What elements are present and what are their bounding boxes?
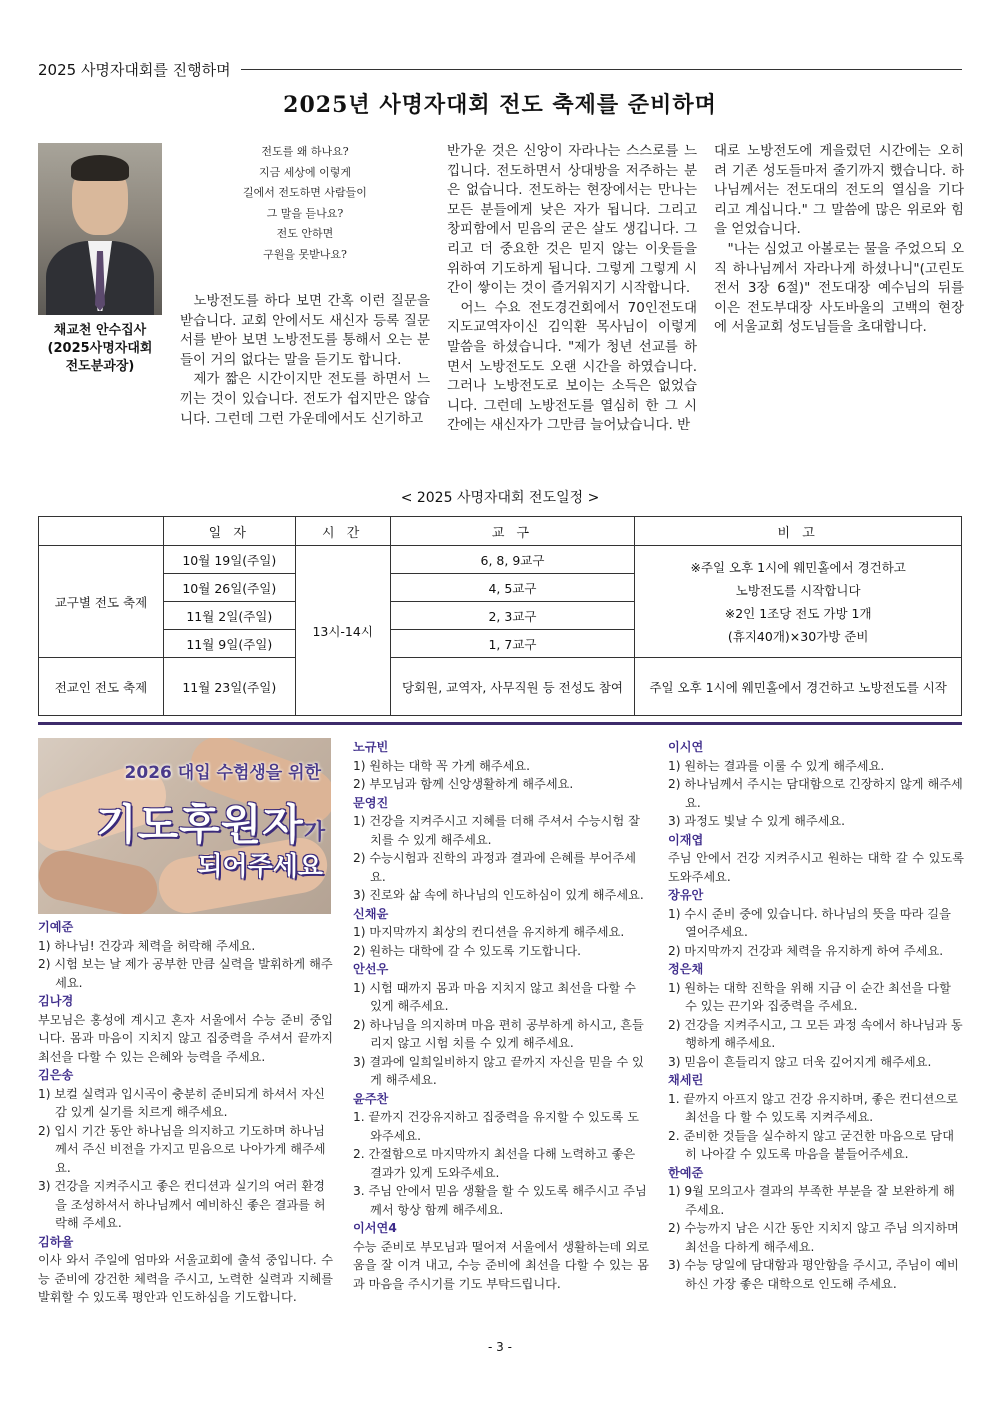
row-date: 11월 23일(주일) [163,658,295,716]
prayer-item: 1) 시험 때까지 몸과 마음 지치지 않고 최선을 다할 수 있게 해주세요. [353,980,636,1013]
prayer-item: 3) 과정도 빛날 수 있게 해주세요. [668,814,846,828]
header-district: 교 구 [390,517,635,546]
student-name: 안선우 [353,962,389,976]
row-date: 11월 2일(주일) [163,602,295,630]
row-date: 10월 26일(주일) [163,574,295,602]
prayer-item: 2) 입시 기간 동안 하나님을 의지하고 기도하며 하나님께서 주신 비전을 가지고 믿음으로 나아가게 해주세요. [38,1123,326,1175]
poem-line: 전도를 왜 하나요? [261,145,349,158]
prayer-text: 이사 와서 주일에 엄마와 서울교회에 출석 중입니다. 수능 준비에 강건한 체력을 주시고, 노력한 실력과 지혜를 발휘할 수 있도록 평안과 인도하심을 기도합니다. [38,1253,333,1304]
author-photo [38,143,162,315]
prayer-item: 3) 수능 당일에 담대함과 평안함을 주시고, 주님이 예비하신 가장 좋은 대학으로 인도해 주세요. [668,1258,959,1291]
student-name: 정은채 [668,962,704,976]
prayer-column-2 [353,738,649,1293]
prayer-item: 1) 원하는 대학 진학을 위해 지금 이 순간 최선을 다할 수 있는 끈기와 집중력을 주세요. [668,980,951,1013]
page-number: - 3 - [488,1340,512,1354]
table-row [39,546,962,574]
article-column-2 [447,142,697,436]
prayer-item: 1. 끝까지 건강유지하고 집중력을 유지할 수 있도록 도와주세요. [353,1110,639,1143]
author-name: 채교천 안수집사 [53,323,147,338]
banner-subtitle: 2026 대입 수험생을 위한 [124,763,321,783]
article-paragraph: 어느 수요 전도경건회에서 70인전도대 지도교역자이신 김익환 목사님이 이렇게 말씀을 하셨습니다. "제가 청년 선교를 하면서 노방전도도 오랜 시간을 하였습니다. 그러나 노방전도로 보이는 소득은 없었습니다. 그런데 노방전도를 열심히 한 그 시간에는 새신자가 그만큼 늘어났습니다. 반 [447,299,697,434]
student-name: 김나경 [38,994,74,1008]
group-district-festival: 교구별 전도 축제 [39,546,164,658]
page-title: 2025년 사명자대회 전도 축제를 준비하며 [283,92,717,118]
prayer-text: 부모님은 홍성에 계시고 혼자 서울에서 수능 준비 중입니다. 몸과 마음이 지치지 않고 집중력을 주셔서 끝까지 최선을 다할 수 있는 은혜와 능력을 주세요. [38,1012,333,1064]
row-district: 1, 7교구 [390,630,635,658]
banner-title: 기도후원자가 [96,800,327,849]
prayer-banner [38,738,331,914]
row-date: 10월 19일(주일) [163,546,295,574]
student-name: 한예준 [668,1165,704,1180]
schedule-table [38,516,962,716]
row-note: 주일 오후 1시에 웨민홀에서 경건하고 노방전도를 시작 [635,658,962,716]
section-header [38,58,962,80]
prayer-item: 3) 건강을 지켜주시고 좋은 컨디션과 실기의 여러 환경을 조성하셔서 하나님께서 예비하신 좋은 결과를 허락해 주세요. [38,1179,326,1230]
student-name: 신채윤 [353,906,389,921]
article-paragraph: "나는 심었고 아볼로는 물을 주었으되 오직 하나님께서 자라나게 하셨나니"(고린도전서 3장 6절)" 전도대장 예수님의 뒤를 이은 전도부대장 사도바울의 고백의 현장에 서울교회 성도님들을 초대합니다. [714,240,964,336]
student-name: 이서연4 [353,1221,397,1235]
row-district: 4, 5교구 [390,574,635,602]
prayer-item: 1) 하나님! 건강과 체력을 허락해 주세요. [38,938,256,953]
header-note: 비 고 [635,517,962,546]
prayer-item: 1) 9월 모의고사 결과의 부족한 부분을 잘 보완하게 해주세요. [668,1184,955,1217]
header-divider [241,69,962,70]
prayer-item: 1) 마지막까지 최상의 컨디션을 유지하게 해주세요. [353,925,625,939]
poem-line: 구원을 못받나요? [263,247,347,261]
prayer-item: 2) 하나님을 의지하며 마음 편히 공부하게 하시고, 흔들리지 않고 시험 치를 수 있게 해주세요. [353,1017,644,1050]
student-name: 이재엽 [668,832,704,847]
prayer-item: 1) 수시 준비 중에 있습니다. 하나님의 뜻을 따라 길을 열어주세요. [668,906,951,939]
prayer-item: 2) 수능까지 남은 시간 동안 지치지 않고 주님 의지하며 최선을 다하게 해주세요. [668,1221,959,1254]
prayer-item: 2) 수능시험과 진학의 과정과 결과에 은혜를 부어주세요. [353,851,636,884]
row-note: ※주일 오후 1시에 웨민홀에서 경건하고 노방전도를 시작합니다 ※2인 1조당 전도 가방 1개 (휴지40개)×30가방 준비 [635,546,962,658]
poem-line: 그 말을 듣나요? [266,206,344,220]
section-title: 2025 사명자대회를 진행하며 [38,60,231,79]
student-name: 문영진 [353,795,389,810]
student-name: 노규빈 [353,740,389,754]
prayer-item: 2) 원하는 대학에 갈 수 있도록 기도합니다. [353,943,581,958]
prayer-item: 1. 끝까지 아프지 않고 건강 유지하며, 좋은 컨디션으로 최선을 다 할 수 있도록 지켜주세요. [668,1091,958,1124]
article-paragraph: 대로 노방전도에 게을렀던 시간에는 오히려 기존 성도들마저 줄기까지 했습니다. 하나님께서는 전도대의 전도의 열심을 기다리고 계십니다." 그 말씀에 많은 위로와 힘을 얻었습니다. [714,143,964,238]
prayer-item: 2) 부모님과 함께 신앙생활하게 해주세요. [353,777,574,791]
prayer-item: 1) 건강을 지켜주시고 지혜를 더해 주셔서 수능시험 잘 치를 수 있게 해주세요. [353,814,640,847]
prayer-item: 3) 진로와 삶 속에 하나님의 인도하심이 있게 해주세요. [353,888,644,902]
student-name: 장유안 [668,888,704,902]
prayer-text: 수능 준비로 부모님과 떨어져 서울에서 생활하는데 외로움을 잘 이겨 내고, 수능 준비에 최선을 다할 수 있는 몸과 마음을 주시기를 기도 부탁드립니다. [353,1239,649,1291]
prayer-item: 3. 주님 안에서 믿음 생활을 할 수 있도록 해주시고 주님께서 항상 함께 해주세요. [353,1184,647,1217]
row-time: 13시-14시 [295,546,390,716]
student-name: 김은송 [38,1068,74,1082]
prayer-item: 2) 하나님께서 주시는 담대함으로 긴장하지 않게 해주세요. [668,777,963,810]
article-paragraph: 제가 짧은 시간이지만 전도를 하면서 느끼는 것이 있습니다. 전도가 쉽지만은 않습니다. 그런데 그런 가운데에서도 신기하고 [180,371,430,427]
student-name: 윤주찬 [353,1091,389,1106]
student-name: 이시연 [668,740,704,754]
article-paragraph: 노방전도를 하다 보면 간혹 이런 질문을 받습니다. 교회 안에서도 새신자 등록 질문서를 받아 보면 노방전도를 통해서 오는 분들이 거의 없다는 말을 듣기도 합니다. [180,293,430,368]
prayer-column-3 [668,738,964,1293]
student-name: 기예준 [38,920,74,934]
group-all-church-festival: 전교인 전도 축제 [39,658,164,716]
prayer-item: 2. 준비한 것들을 실수하지 않고 굳건한 마음으로 담대히 나아갈 수 있도록 마음을 붙들어주세요. [668,1128,954,1161]
author-role-line2: 전도분과장) [65,359,135,374]
row-district: 2, 3교구 [390,602,635,630]
row-district: 당회원, 교역자, 사무직원 등 전성도 참여 [390,658,635,716]
intro-poem [180,142,430,265]
prayer-column-1 [38,918,333,1307]
header-date: 일 자 [163,517,295,546]
prayer-item: 1) 원하는 결과를 이룰 수 있게 해주세요. [668,758,885,773]
prayer-item: 3) 결과에 일희일비하지 않고 끝까지 자신을 믿을 수 있게 해주세요. [353,1054,644,1087]
row-date: 11월 9일(주일) [163,630,295,658]
student-name: 채세린 [668,1073,704,1087]
poem-line: 길에서 전도하면 사람들이 [243,186,367,199]
prayer-item: 2. 간절함으로 마지막까지 최선을 다해 노력하고 좋은 결과가 있게 도와주세요. [353,1147,636,1180]
prayer-item: 1) 원하는 대학 꼭 가게 해주세요. [353,758,531,773]
schedule-title: < 2025 사명자대회 전도일정 > [400,490,600,506]
article-paragraph: 반가운 것은 신앙이 자라나는 스스로를 느낍니다. 전도하면서 상대방을 저주하는 분은 없습니다. 전도하는 현장에서는 만나는 모든 분들에게 낮은 자가 됩니다. 그리고 창피함에서 믿음의 굳은 살도 생깁니다. 그리고 더 중요한 것은 믿지 않는 이웃들을 위하여 기도하게 됩니다. 그렇게 그렇게 시간이 쌓이는 것이 즐거워지기 시작합니다. [447,143,697,297]
prayer-item: 3) 믿음이 흔들리지 않고 더욱 깊어지게 해주세요. [668,1054,932,1069]
poem-line: 전도 안하면 [276,227,334,240]
prayer-item: 2) 마지막까지 건강과 체력을 유지하게 하여 주세요. [668,943,944,958]
prayer-text: 주님 안에서 건강 지켜주시고 원하는 대학 갈 수 있도록 도와주세요. [668,851,964,884]
prayer-item: 1) 보컬 실력과 입시곡이 충분히 준비되게 하셔서 자신감 있게 실기를 치르게 해주세요. [38,1086,325,1119]
prayer-item: 2) 시험 보는 날 제가 공부한 만큼 실력을 발휘하게 해주세요. [38,957,333,990]
banner-title-2: 되어주세요 [197,852,323,882]
author-role-line1: (2025사명자대회 [47,341,153,356]
author-caption [34,322,166,376]
article-column-1 [180,292,430,429]
table-header-row [39,517,962,546]
table-row [39,658,962,716]
poem-line: 지금 세상에 이렇게 [258,165,351,179]
header-time: 시 간 [295,517,390,546]
student-name: 김하율 [38,1234,74,1249]
section-divider [38,722,962,725]
row-district: 6, 8, 9교구 [390,546,635,574]
prayer-item: 2) 건강을 지켜주시고, 그 모든 과정 속에서 하나님과 동행하게 해주세요. [668,1017,963,1050]
article-column-3 [714,142,964,338]
